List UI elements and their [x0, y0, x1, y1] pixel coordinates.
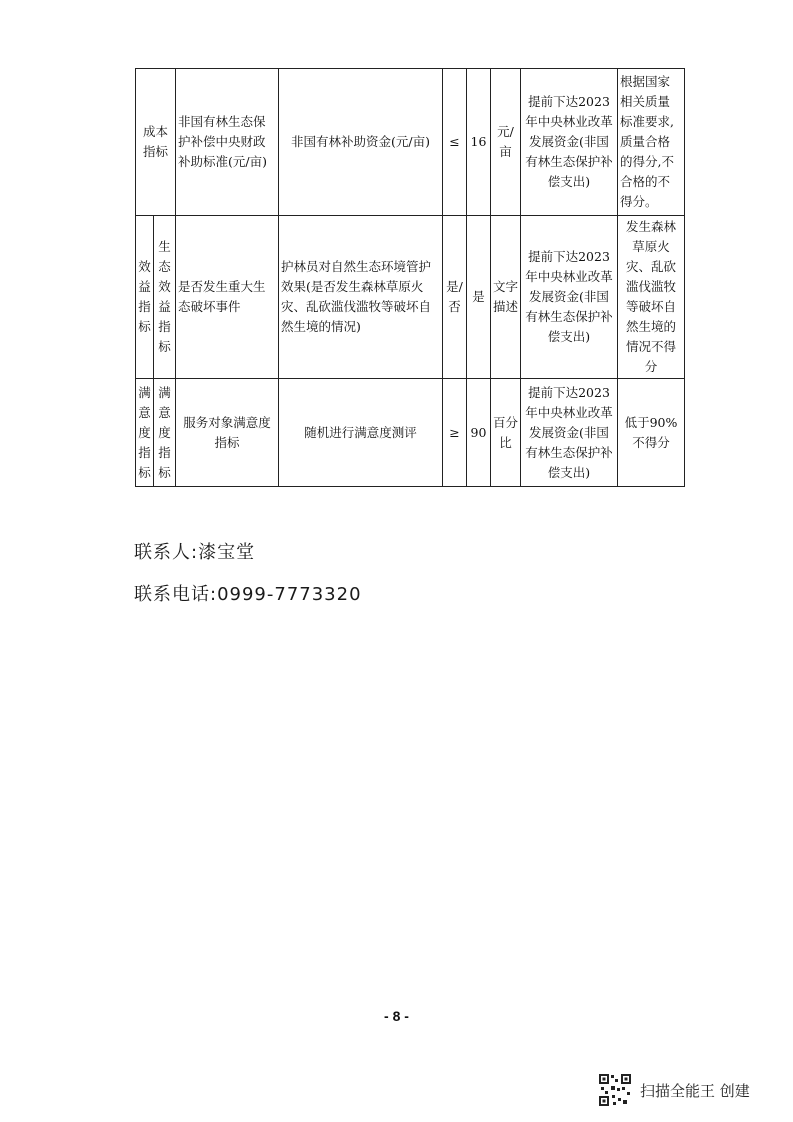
- indicator-description: 非国有林补助资金(元/亩): [279, 69, 443, 216]
- contact-person: 联系人:漆宝堂: [134, 542, 256, 563]
- performance-indicator-table: [135, 68, 685, 487]
- scoring-rule: 低于90%不得分: [618, 379, 685, 487]
- unit: 百分比: [491, 379, 521, 487]
- table-row: [136, 216, 685, 379]
- page-number: - 8 -: [384, 1008, 409, 1024]
- qr-code-icon: [598, 1073, 632, 1107]
- table-row: [136, 379, 685, 487]
- target-value: 是: [467, 216, 491, 379]
- target-value: 16: [467, 69, 491, 216]
- operator: 是/否: [443, 216, 467, 379]
- indicator-name: 服务对象满意度指标: [176, 379, 279, 487]
- indicator-description: 随机进行满意度测评: [279, 379, 443, 487]
- indicator-name: 非国有林生态保护补偿中央财政补助标准(元/亩): [176, 69, 279, 216]
- scanner-watermark: [598, 1072, 750, 1108]
- subcategory-eco-benefit: 生态效益指标: [154, 216, 176, 379]
- category-benefit: 效益指标: [136, 216, 154, 379]
- unit: 文字描述: [491, 216, 521, 379]
- scoring-rule: 发生森林草原火灾、乱砍滥伐滥牧等破坏自然生境的情况不得分: [618, 216, 685, 379]
- indicator-name: 是否发生重大生态破坏事件: [176, 216, 279, 379]
- operator: ≤: [443, 69, 467, 216]
- funding-source: 提前下达2023年中央林业改革发展资金(非国有林生态保护补偿支出): [521, 69, 618, 216]
- unit: 元/亩: [491, 69, 521, 216]
- operator: ≥: [443, 379, 467, 487]
- watermark-text: 扫描全能王 创建: [640, 1081, 750, 1100]
- table-row: [136, 69, 685, 216]
- indicator-description: 护林员对自然生态环境管护效果(是否发生森林草原火灾、乱砍滥伐滥牧等破坏自然生境的情况): [279, 216, 443, 379]
- scoring-rule: 根据国家相关质量标准要求,质量合格的得分,不合格的不得分。: [618, 69, 685, 216]
- subcategory-satisfaction: 满意度指标: [154, 379, 176, 487]
- funding-source: 提前下达2023年中央林业改革发展资金(非国有林生态保护补偿支出): [521, 216, 618, 379]
- contact-phone: 联系电话:0999-7773320: [134, 584, 362, 605]
- target-value: 90: [467, 379, 491, 487]
- category-satisfaction: 满意度指标: [136, 379, 154, 487]
- category-cost: 成本指标: [136, 69, 176, 216]
- funding-source: 提前下达2023年中央林业改革发展资金(非国有林生态保护补偿支出): [521, 379, 618, 487]
